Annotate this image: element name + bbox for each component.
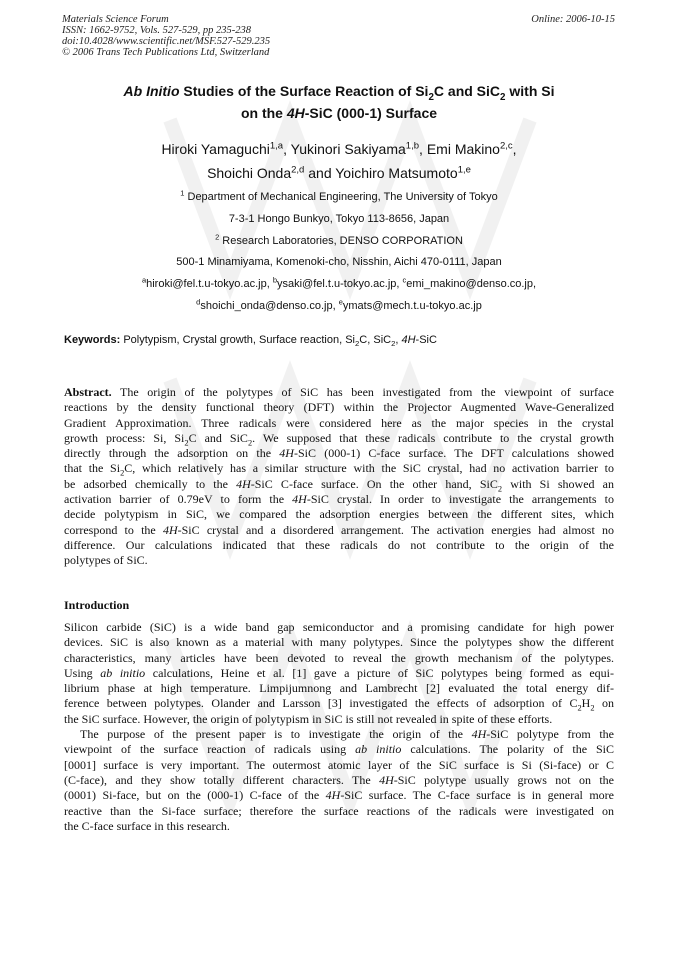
author-email[interactable]: $^b$ysaki@fel.t.u-tokyo.ac.jp [272,275,397,291]
affiliation-2: $^2$ Research Laboratories, DENSO CORPORATION [215,231,463,247]
intro-line: The purpose of the present paper is to investigate the origin of the 4H-SiC polytype from the [80,727,614,742]
affiliation-1: $^1$ Department of Mechanical Engineering, The University of Tokyo [180,188,498,203]
paper-title [40,80,638,124]
intro-line: (C-face), and they show totally different characters. The 4H-SiC polytype usually grows not on the [64,772,614,787]
affiliations [40,187,638,318]
author-name: Emi Makino$^{2,c}$ [426,140,513,157]
abstract-line: directly through the adsorption on the 4H-SiC (000-1) C-face surface. The DFT calculations showed [64,446,614,461]
intro-line: Using ab initio calculations, Heine et al. [1] gave a picture of SiC polytypes being formed as equi- [64,665,614,680]
abstract-line: difference. Our calculations indicated that these radicals do not contribute to the origin of the [64,537,614,552]
intro-line: the C-face surface in this research. [64,818,230,833]
copyright-line: © 2006 Trans Tech Publications Ltd, Switzerland [62,47,270,58]
intro-line: characteristics, many articles have been devoted to reveal the growth mechanism of the polytypes. [64,650,614,665]
author-email[interactable]: $^d$shoichi_onda@denso.co.jp [196,297,333,312]
author-name: Yukinori Sakiyama$^{1,b}$ [290,140,420,157]
online-date: Online: 2006-10-15 [531,14,615,25]
journal-header [62,14,615,58]
title-line-1: Ab Initio Studies of the Surface Reaction of $Si_2C$ and SiC$_2$ with Si [123,83,555,103]
intro-line: [0001] surface is very important. The outermost atomic layer of the SiC surface is Si (Si-face) or C [64,757,614,772]
intro-paragraph-1 [64,620,614,727]
abstract-line: decide polytypism in SiC, we compared the adsorption energies between the different sites, which [64,507,614,522]
abstract-line: Gradient Approximation. Three radicals were considered here as the major species in the crystal [64,415,614,430]
affiliation-2-marker: 2 [215,231,220,241]
author-affiliation-marker: 2,d [291,164,305,176]
keywords-label: Keywords: [64,334,121,346]
intro-line: Silicon carbide (SiC) is a wide band gap semiconductor and a promising candidate for high power [64,620,614,634]
intro-line: (0001) Si-face, but on the (000-1) C-face of the 4H-SiC surface. The C-face surface is in general more [64,788,614,803]
author-affiliation-marker: 1,b [405,140,420,152]
author-email[interactable]: $^a$hiroki@fel.t.u-tokyo.ac.jp [141,275,267,291]
keywords [64,334,618,347]
affiliation-1-marker: 1 [180,188,185,198]
intro-paragraph-2 [64,727,614,834]
journal-name: Materials Science Forum [62,14,169,25]
doi-line[interactable]: doi:10.4028/www.scientific.net/MSF.527-529.235 [62,36,271,47]
affiliation-2-address: 500-1 Minamiyama, Komenoki-cho, Nisshin, Aichi 470-0111, Japan [176,256,502,269]
author-list: Hiroki Yamaguchi$^{1,a}$, Yukinori Sakiyama$^{1,b}$, Emi Makino$^{2,c}$, Shoichi Onda$^{2,d}$ and Yoichiro Matsumoto$^{1,e}$ [161,140,517,181]
abstract [64,385,614,569]
author-affiliation-marker: 2,c [499,140,513,152]
abstract-line: correspond to the 4H-SiC crystal and a disordered arrangement. The activation energies had almost no [64,522,614,537]
intro-line: ference between polytypes. Olander and Larsson [3] investigated the effects of adsorption of $C_2H_2$ on [64,696,614,713]
intro-line: reactive than the Si-face surface; therefore the surface reactions of the radicals were investigated on [64,803,614,818]
abstract-label: Abstract. [64,385,112,399]
abstract-line: Abstract. The origin of the polytypes of SiC has been investigated from the viewpoint of surface [64,385,614,399]
author-name: Yoichiro Matsumoto$^{1,e}$ [335,164,471,181]
abstract-line: polytypes of SiC. [64,553,148,568]
author-affiliation-marker: 1,a [269,140,284,152]
title-line-2: on the 4H-SiC (000-1) Surface [240,105,438,121]
introduction-heading: Introduction [64,598,130,612]
keywords-text: Polytypism, Crystal growth, Surface reaction, $Si_2C$, SiC$_2$, 4H-SiC [123,334,437,349]
abstract-line: be adsorbed chemically to the 4H-SiC C-face surface. On the other hand, SiC$_2$ with Si showed an [64,476,615,494]
intro-line: viewpoint of the surface reaction of radicals using ab initio calculations. The polarity of the SiC [64,742,615,757]
affiliation-1-address: 7-3-1 Hongo Bunkyo, Tokyo 113-8656, Japan [228,212,450,225]
introduction-body [64,620,614,834]
abstract-line: reactions by the density functional theory (DFT) within the Projector Augmented Wave-Generalized [64,400,614,415]
abstract-line: that the $Si_2C$, which relatively has a similar structure with the SiC crystal, had no activation barrier to [64,461,614,478]
author-name: Hiroki Yamaguchi$^{1,a}$ [161,140,284,157]
intro-line: librium phase at high temperature. Limpijumnong and Lambrecht [2] evaluated the total energy dif- [64,681,614,696]
intro-line: the SiC surface. However, the origin of polytypism in SiC is still not revealed in spite of these efforts. [64,711,553,726]
email-line-2: $^d$shoichi_onda@denso.co.jp, $^e$ymats@mech.t.u-tokyo.ac.jp [196,297,482,312]
abstract-line: growth process: Si, $Si_2C$ and SiC$_2$. We supposed that these radicals contribute to the crystal growth [64,430,614,448]
abstract-line: activation barrier of 0.79eV to form the 4H-SiC crystal. In order to investigate the arrangements to [64,492,614,507]
author-email[interactable]: $^e$ymats@mech.t.u-tokyo.ac.jp [338,297,482,312]
intro-line: devices. SiC is also known as a material with many polytypes. Since the polytypes show the different [64,635,614,650]
issn-line: ISSN: 1662-9752, Vols. 527-529, pp 235-238 [62,25,251,36]
author-email[interactable]: $^c$emi_makino@denso.co.jp [402,275,533,291]
author-name: Shoichi Onda$^{2,d}$ [207,164,305,181]
email-line-1: $^a$hiroki@fel.t.u-tokyo.ac.jp, $^b$ysaki@fel.t.u-tokyo.ac.jp, $^c$emi_makino@denso.co.jp, [141,275,537,291]
author-affiliation-marker: 1,e [457,164,471,176]
